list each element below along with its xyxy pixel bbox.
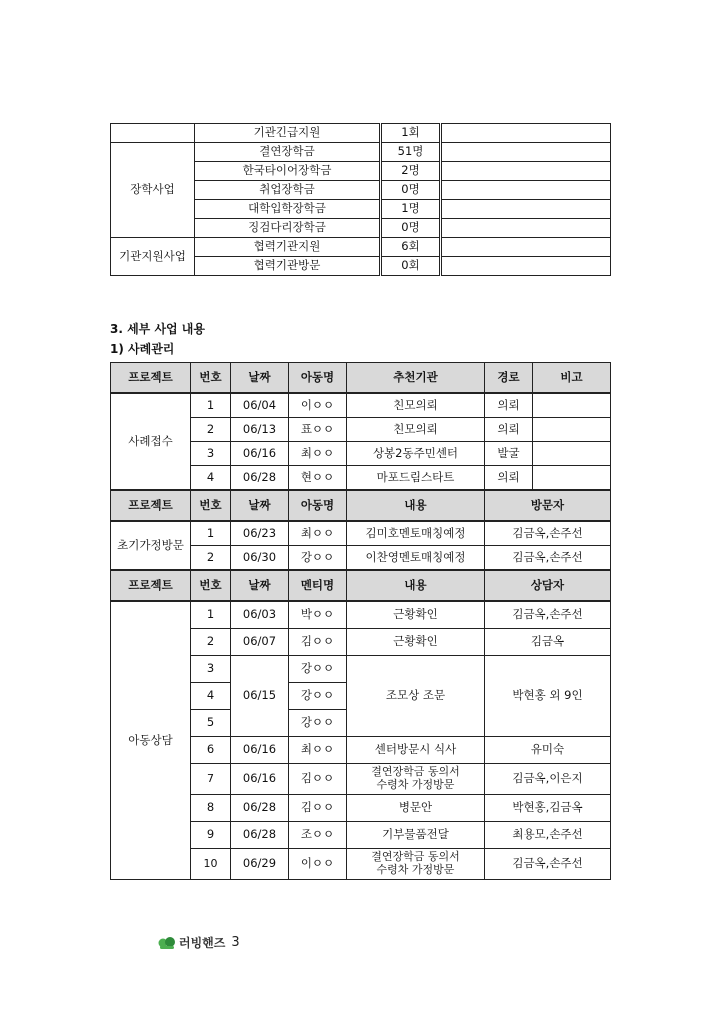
name-cell: 강ㅇㅇ	[289, 710, 347, 737]
date-cell: 06/07	[231, 629, 289, 656]
name-cell: 최ㅇㅇ	[289, 737, 347, 764]
count-cell: 2명	[381, 162, 441, 181]
table-row	[111, 143, 611, 162]
agency-cell: 마포드림스타트	[347, 466, 485, 491]
count-cell: 0명	[381, 219, 441, 238]
table-row	[111, 601, 611, 629]
number-cell: 2	[191, 418, 231, 442]
name-cell: 강ㅇㅇ	[289, 683, 347, 710]
counselor-cell: 김금옥,이은지	[485, 764, 611, 795]
note-cell	[441, 124, 611, 143]
note-cell	[441, 219, 611, 238]
header-cell: 방문자	[485, 490, 611, 521]
date-cell: 06/28	[231, 795, 289, 822]
date-cell: 06/16	[231, 442, 289, 466]
note-cell	[441, 200, 611, 219]
page-footer	[158, 934, 240, 951]
date-cell: 06/30	[231, 546, 289, 571]
header-cell: 번호	[191, 490, 231, 521]
agency-cell: 상봉2동주민센터	[347, 442, 485, 466]
number-cell: 3	[191, 656, 231, 683]
number-cell: 2	[191, 546, 231, 571]
counselor-cell: 김금옥,손주선	[485, 601, 611, 629]
number-cell: 2	[191, 629, 231, 656]
header-cell: 경로	[485, 363, 533, 394]
item-cell: 결연장학금	[195, 143, 381, 162]
content-line: 결연장학금 동의서	[371, 850, 460, 864]
number-cell: 5	[191, 710, 231, 737]
header-cell: 번호	[191, 363, 231, 394]
name-cell: 강ㅇㅇ	[289, 546, 347, 571]
counselor-cell: 박현홍,김금옥	[485, 795, 611, 822]
count-cell: 0명	[381, 181, 441, 200]
header-cell: 멘티명	[289, 570, 347, 601]
item-cell: 협력기관방문	[195, 257, 381, 276]
header-cell: 내용	[347, 490, 485, 521]
date-cell: 06/04	[231, 393, 289, 418]
number-cell: 6	[191, 737, 231, 764]
content-line: 결연장학금 동의서	[371, 765, 460, 779]
header-cell: 상담자	[485, 570, 611, 601]
item-cell: 대학입학장학금	[195, 200, 381, 219]
case-management-table	[110, 362, 611, 880]
note-cell	[533, 418, 611, 442]
header-cell: 비고	[533, 363, 611, 394]
date-cell: 06/28	[231, 822, 289, 849]
date-cell: 06/23	[231, 521, 289, 546]
table-row	[111, 521, 611, 546]
count-cell: 0회	[381, 257, 441, 276]
header-cell: 날짜	[231, 570, 289, 601]
item-cell: 징검다리장학금	[195, 219, 381, 238]
name-cell: 강ㅇㅇ	[289, 656, 347, 683]
number-cell: 3	[191, 442, 231, 466]
content-cell: 조모상 조문	[347, 656, 485, 737]
count-cell: 6회	[381, 238, 441, 257]
name-cell: 김ㅇㅇ	[289, 629, 347, 656]
header-row	[111, 570, 611, 601]
date-cell: 06/16	[231, 764, 289, 795]
number-cell: 4	[191, 683, 231, 710]
name-cell: 이ㅇㅇ	[289, 849, 347, 880]
note-cell	[441, 257, 611, 276]
count-cell: 1회	[381, 124, 441, 143]
count-cell: 51명	[381, 143, 441, 162]
content-cell: 이찬영멘토매칭예정	[347, 546, 485, 571]
header-cell: 날짜	[231, 363, 289, 394]
number-cell: 4	[191, 466, 231, 491]
route-cell: 의뢰	[485, 466, 533, 491]
item-cell: 취업장학금	[195, 181, 381, 200]
route-cell: 발굴	[485, 442, 533, 466]
number-cell: 7	[191, 764, 231, 795]
project-cell: 아동상담	[111, 601, 191, 880]
category-cell: 기관지원사업	[111, 238, 195, 276]
content-line: 수령차 가정방문	[376, 778, 455, 791]
hands-logo-icon	[158, 936, 176, 950]
project-cell: 사례접수	[111, 393, 191, 490]
visitor-cell: 김금옥,손주선	[485, 546, 611, 571]
note-cell	[533, 442, 611, 466]
header-cell: 아동명	[289, 363, 347, 394]
number-cell: 1	[191, 521, 231, 546]
content-cell: 근황확인	[347, 601, 485, 629]
header-row	[111, 490, 611, 521]
header-cell: 날짜	[231, 490, 289, 521]
section-heading: 3. 세부 사업 내용	[110, 322, 205, 336]
category-cell: 장학사업	[111, 143, 195, 238]
agency-cell: 친모의뢰	[347, 393, 485, 418]
name-cell: 최ㅇㅇ	[289, 521, 347, 546]
content-cell	[347, 849, 485, 880]
counselor-cell: 유미숙	[485, 737, 611, 764]
number-cell: 9	[191, 822, 231, 849]
header-cell: 내용	[347, 570, 485, 601]
name-cell: 김ㅇㅇ	[289, 795, 347, 822]
header-cell: 프로젝트	[111, 363, 191, 394]
subsection-heading: 1) 사례관리	[110, 342, 175, 356]
number-cell: 10	[191, 849, 231, 880]
content-cell: 병문안	[347, 795, 485, 822]
category-cell	[111, 124, 195, 143]
content-cell: 기부물품전달	[347, 822, 485, 849]
name-cell: 표ㅇㅇ	[289, 418, 347, 442]
name-cell: 이ㅇㅇ	[289, 393, 347, 418]
content-cell	[347, 764, 485, 795]
counselor-cell: 최용모,손주선	[485, 822, 611, 849]
table-row	[111, 393, 611, 418]
name-cell: 박ㅇㅇ	[289, 601, 347, 629]
date-cell: 06/16	[231, 737, 289, 764]
note-cell	[441, 143, 611, 162]
date-cell: 06/28	[231, 466, 289, 491]
name-cell: 현ㅇㅇ	[289, 466, 347, 491]
note-cell	[533, 393, 611, 418]
number-cell: 1	[191, 393, 231, 418]
table-row	[111, 238, 611, 257]
item-cell: 한국타이어장학금	[195, 162, 381, 181]
note-cell	[441, 238, 611, 257]
name-cell: 최ㅇㅇ	[289, 442, 347, 466]
name-cell: 조ㅇㅇ	[289, 822, 347, 849]
note-cell	[533, 466, 611, 491]
content-cell: 김미호멘토매칭예정	[347, 521, 485, 546]
project-cell: 초기가정방문	[111, 521, 191, 570]
table-row	[111, 124, 611, 143]
name-cell: 김ㅇㅇ	[289, 764, 347, 795]
counselor-cell: 김금옥	[485, 629, 611, 656]
header-cell: 프로젝트	[111, 570, 191, 601]
number-cell: 1	[191, 601, 231, 629]
item-cell: 협력기관지원	[195, 238, 381, 257]
number-cell: 8	[191, 795, 231, 822]
content-cell: 근황확인	[347, 629, 485, 656]
visitor-cell: 김금옥,손주선	[485, 521, 611, 546]
note-cell	[441, 181, 611, 200]
header-cell: 아동명	[289, 490, 347, 521]
item-cell: 기관긴급지원	[195, 124, 381, 143]
page-number: 3	[231, 935, 240, 950]
date-cell: 06/29	[231, 849, 289, 880]
logo-text: 러빙핸즈	[179, 936, 226, 950]
header-cell: 번호	[191, 570, 231, 601]
summary-table	[110, 123, 611, 276]
date-cell: 06/13	[231, 418, 289, 442]
route-cell: 의뢰	[485, 393, 533, 418]
counselor-cell: 김금옥,손주선	[485, 849, 611, 880]
count-cell: 1명	[381, 200, 441, 219]
counselor-cell: 박현홍 외 9인	[485, 656, 611, 737]
header-cell: 추천기관	[347, 363, 485, 394]
route-cell: 의뢰	[485, 418, 533, 442]
date-cell: 06/15	[231, 656, 289, 737]
header-row	[111, 363, 611, 394]
content-line: 수령차 가정방문	[376, 863, 455, 876]
content-cell: 센터방문시 식사	[347, 737, 485, 764]
date-cell: 06/03	[231, 601, 289, 629]
note-cell	[441, 162, 611, 181]
header-cell: 프로젝트	[111, 490, 191, 521]
agency-cell: 친모의뢰	[347, 418, 485, 442]
